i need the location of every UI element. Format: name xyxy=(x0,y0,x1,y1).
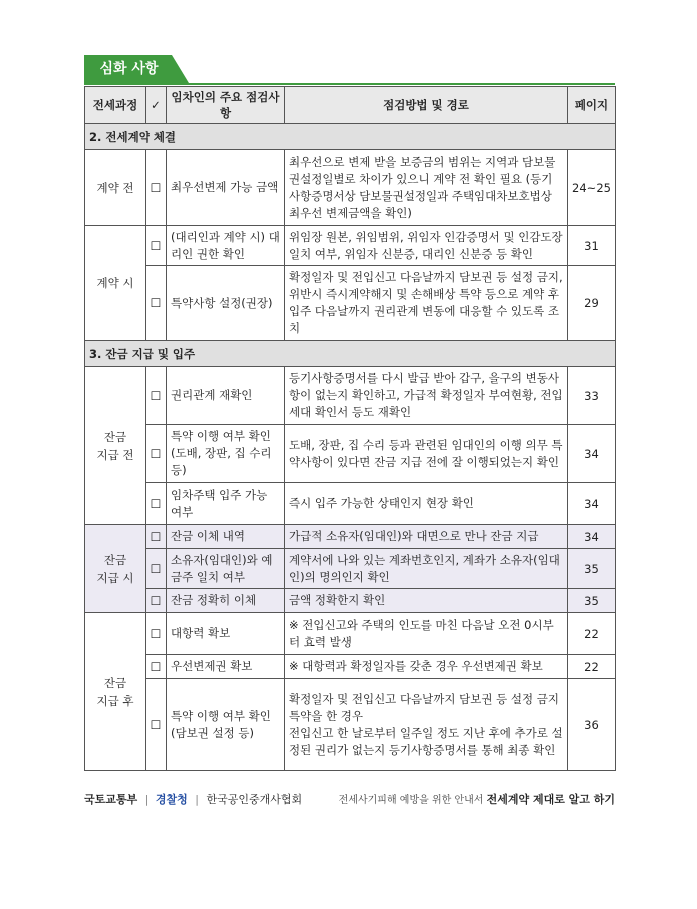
item-cell: 잔금 이체 내역 xyxy=(167,525,285,549)
table-row xyxy=(85,679,616,771)
stage-line-2: 지급 전 xyxy=(96,447,134,462)
method-line-1: 확정일자 및 전입신고 다음날까지 담보권 등 설정 금지 특약을 한 경우 xyxy=(289,691,559,723)
header-page: 페이지 xyxy=(568,87,616,124)
page-cell: 22 xyxy=(568,655,616,679)
page-cell: 24~25 xyxy=(568,150,616,226)
checkbox[interactable]: ☐ xyxy=(146,226,167,266)
method-cell: 최우선으로 변제 받을 보증금의 범위는 지역과 담보물권설정일별로 차이가 있으니 계약 전 확인 필요 (등기사항증명서상 담보물권설정일과 주택임대차보호법상 최우선 변제금액을 확인) xyxy=(285,150,568,226)
header-stage: 전세과정 xyxy=(85,87,146,124)
table-row xyxy=(85,226,616,266)
page-cell: 31 xyxy=(568,226,616,266)
method-cell xyxy=(285,679,568,771)
section-title: 3. 잔금 지급 및 입주 xyxy=(85,341,616,367)
checkbox[interactable]: ☐ xyxy=(146,655,167,679)
checkbox[interactable]: ☐ xyxy=(146,266,167,341)
table-row xyxy=(85,613,616,655)
page-cell: 22 xyxy=(568,613,616,655)
page-cell: 35 xyxy=(568,589,616,613)
item-cell: 대항력 확보 xyxy=(167,613,285,655)
checkbox[interactable]: ☐ xyxy=(146,425,167,483)
section-tab-label: 심화 사항 xyxy=(99,61,159,77)
footer xyxy=(84,789,615,809)
table-header-row xyxy=(85,87,616,124)
org-police: 경찰청 xyxy=(155,793,188,806)
stage-line-2: 지급 후 xyxy=(96,693,134,708)
checkbox[interactable]: ☐ xyxy=(146,549,167,589)
stage-line-1: 잔금 xyxy=(103,675,127,690)
item-cell: 임차주택 입주 가능 여부 xyxy=(167,483,285,525)
section-row xyxy=(85,341,616,367)
org-molit: 국토교통부 xyxy=(84,793,138,806)
table-row xyxy=(85,483,616,525)
tab-underline xyxy=(84,83,615,85)
table-row xyxy=(85,150,616,226)
item-cell: 소유자(임대인)와 예금주 일치 여부 xyxy=(167,549,285,589)
stage-cell: 계약 전 xyxy=(85,150,146,226)
method-cell: 즉시 입주 가능한 상태인지 현장 확인 xyxy=(285,483,568,525)
method-cell: ※ 전입신고와 주택의 인도를 마친 다음날 오전 0시부터 효력 발생 xyxy=(285,613,568,655)
page-cell: 34 xyxy=(568,483,616,525)
page-cell: 34 xyxy=(568,425,616,483)
item-cell: 특약 이행 여부 확인 (담보권 설정 등) xyxy=(167,679,285,771)
header-method: 점검방법 및 경로 xyxy=(285,87,568,124)
footer-separator: | xyxy=(144,793,149,806)
page-cell: 35 xyxy=(568,549,616,589)
stage-cell xyxy=(85,613,146,771)
page-cell: 34 xyxy=(568,525,616,549)
item-cell: 우선변제권 확보 xyxy=(167,655,285,679)
guide-prefix: 전세사기피해 예방을 위한 안내서 xyxy=(338,795,484,806)
footer-guide-title xyxy=(339,791,615,807)
stage-line-1: 잔금 xyxy=(103,552,127,567)
section-tab xyxy=(84,55,189,83)
table-row xyxy=(85,425,616,483)
method-cell: 위임장 원본, 위임범위, 위임자 인감증명서 및 인감도장 일치 여부, 위임자 신분증, 대리인 신분증 등 확인 xyxy=(285,226,568,266)
checkbox[interactable]: ☐ xyxy=(146,483,167,525)
checkbox[interactable]: ☐ xyxy=(146,525,167,549)
table-row xyxy=(85,549,616,589)
footer-separator: | xyxy=(195,793,199,806)
checkbox[interactable]: ☐ xyxy=(146,679,167,771)
stage-cell: 계약 시 xyxy=(85,226,146,341)
table-row xyxy=(85,266,616,341)
method-cell: 도배, 장판, 집 수리 등과 관련된 임대인의 이행 의무 특약사항이 있다면 잔금 지급 전에 잘 이행되었는지 확인 xyxy=(285,425,568,483)
method-cell: 가급적 소유자(임대인)와 대면으로 만나 잔금 지급 xyxy=(285,525,568,549)
footer-orgs xyxy=(84,791,302,807)
checkbox[interactable]: ☐ xyxy=(146,150,167,226)
item-cell: 권리관계 재확인 xyxy=(167,367,285,425)
method-cell: 등기사항증명서를 다시 발급 받아 갑구, 을구의 변동사항이 없는지 확인하고, 가급적 확정일자 부여현황, 전입세대 확인서 등도 재확인 xyxy=(285,367,568,425)
header-check: ✓ xyxy=(146,87,167,124)
stage-cell xyxy=(85,525,146,613)
org-realtors: 한국공인중개사협회 xyxy=(206,793,303,806)
item-cell: 최우선변제 가능 금액 xyxy=(167,150,285,226)
section-title: 2. 전세계약 체결 xyxy=(85,124,616,150)
method-cell: 계약서에 나와 있는 계좌번호인지, 계좌가 소유자(임대인)의 명의인지 확인 xyxy=(285,549,568,589)
table-row xyxy=(85,525,616,549)
page-cell: 33 xyxy=(568,367,616,425)
section-row xyxy=(85,124,616,150)
method-cell: ※ 대항력과 확정일자를 갖춘 경우 우선변제권 확보 xyxy=(285,655,568,679)
checkbox[interactable]: ☐ xyxy=(146,589,167,613)
page-cell: 36 xyxy=(568,679,616,771)
stage-line-2: 지급 시 xyxy=(96,570,134,585)
checkbox[interactable]: ☐ xyxy=(146,367,167,425)
item-cell: 잔금 정확히 이체 xyxy=(167,589,285,613)
table-row xyxy=(85,589,616,613)
checklist-table xyxy=(84,86,616,771)
page-cell: 29 xyxy=(568,266,616,341)
header-item: 임차인의 주요 점검사항 xyxy=(167,87,285,124)
item-cell: (대리인과 계약 시) 대리인 권한 확인 xyxy=(167,226,285,266)
item-cell: 특약 이행 여부 확인 (도배, 장판, 집 수리 등) xyxy=(167,425,285,483)
checkbox[interactable]: ☐ xyxy=(146,613,167,655)
table-row xyxy=(85,367,616,425)
table-row xyxy=(85,655,616,679)
method-line-2: 전입신고 한 날로부터 일주일 정도 지난 후에 추가로 설정된 권리가 없는지 등기사항증명서를 통해 최종 확인 xyxy=(289,725,563,757)
stage-line-1: 잔금 xyxy=(103,429,127,444)
method-cell: 확정일자 및 전입신고 다음날까지 담보권 등 설정 금지, 위반시 즉시계약해지 및 손해배상 특약 등으로 계약 후 입주 다음날까지 권리관계 변동에 대응할 수 있도록 조치 xyxy=(285,266,568,341)
item-cell: 특약사항 설정(권장) xyxy=(167,266,285,341)
guide-title: 전세계약 제대로 알고 하기 xyxy=(486,793,615,806)
stage-cell xyxy=(85,367,146,525)
method-cell: 금액 정확한지 확인 xyxy=(285,589,568,613)
